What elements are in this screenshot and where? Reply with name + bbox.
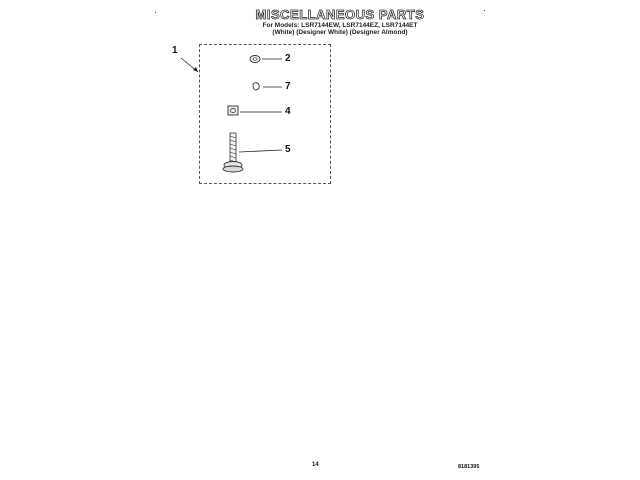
colors-line: (White) (Designer White) (Designer Almond) — [272, 29, 408, 36]
leader-line-5 — [239, 150, 282, 152]
callout-2: 2 — [285, 53, 291, 64]
washer-icon — [250, 56, 260, 63]
clip-icon — [253, 83, 259, 90]
callout-1: 1 — [172, 45, 178, 56]
models-line: For Models: LSR7144EW, LSR7144EZ, LSR7144ET — [262, 22, 418, 29]
callout-4: 4 — [285, 106, 291, 117]
page-title: MISCELLANEOUS PARTS — [255, 7, 425, 22]
callout-5: 5 — [285, 144, 291, 155]
page-number: 14 — [312, 462, 319, 468]
document-code: 8181395 — [458, 464, 480, 470]
leader-arrow-1 — [193, 67, 198, 72]
callout-7: 7 — [285, 81, 291, 92]
nut-icon — [228, 106, 238, 115]
leveling-leg-icon — [223, 133, 243, 172]
